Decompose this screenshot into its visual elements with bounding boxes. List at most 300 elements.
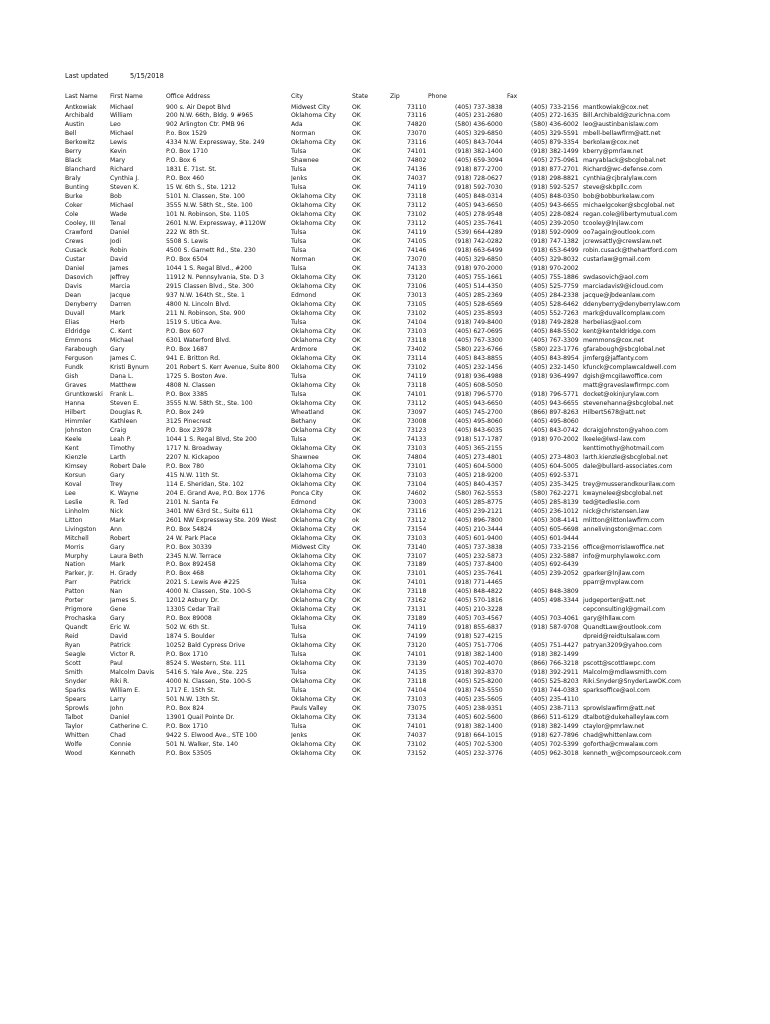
email-cell: steve@skbpllc.com <box>583 184 642 192</box>
zip-cell: 73118 <box>407 678 427 686</box>
last-name-cell: Nation <box>65 561 85 569</box>
state-cell: OK <box>352 238 361 246</box>
first-name-cell: Robert Dale <box>110 462 147 470</box>
email-cell: kenttimothy@hotmail.com <box>583 444 664 452</box>
first-name-cell: Kevin <box>110 148 127 156</box>
state-cell: OK <box>352 121 361 129</box>
phone-cell: (405) 755-1661 <box>455 274 503 282</box>
table-row <box>0 237 770 246</box>
last-name-cell: Himmler <box>65 417 92 425</box>
fax-cell: (918) 392-2911 <box>531 669 579 677</box>
email-cell: ctaylor@pmrlaw.net <box>583 723 645 731</box>
zip-cell: 74119 <box>407 372 427 380</box>
city-cell: Oklahoma City <box>291 606 336 614</box>
phone-cell: (580) 223-6766 <box>455 345 503 353</box>
first-name-cell: Lewis <box>110 139 127 147</box>
last-name-cell: Patton <box>65 588 85 596</box>
office-address-cell: P.O. Box 6 <box>166 157 197 165</box>
table-row <box>0 381 770 390</box>
office-address-cell: 937 N.W. 164th St., Ste. 1 <box>166 292 245 300</box>
state-cell: OK <box>352 292 361 300</box>
state-cell: OK <box>352 714 361 722</box>
state-cell: OK <box>352 489 361 497</box>
first-name-cell: Tenal <box>110 220 126 228</box>
phone-cell: (405) 238-9351 <box>455 705 503 713</box>
last-name-cell: Snyder <box>65 678 87 686</box>
city-cell: Oklahoma City <box>291 363 336 371</box>
city-cell: Tulsa <box>291 265 307 273</box>
last-name-cell: Austin <box>65 121 85 129</box>
phone-cell: (918) 664-1015 <box>455 732 503 740</box>
office-address-cell: 204 E. Grand Ave, P.O. Box 1776 <box>166 489 265 497</box>
table-row <box>0 543 770 552</box>
zip-cell: 74101 <box>407 723 427 731</box>
office-address-cell: 902 Arlington Ctr. PMB 96 <box>166 121 245 129</box>
first-name-cell: David <box>110 633 128 641</box>
first-name-cell: Ann <box>110 525 122 533</box>
city-cell: Oklahoma City <box>291 615 336 623</box>
first-name-cell: Darren <box>110 301 131 309</box>
email-cell: nick@christensen.law <box>583 507 650 515</box>
zip-cell: 74802 <box>407 157 427 165</box>
fax-cell: (405) 285-8139 <box>531 498 579 506</box>
first-name-cell: Leah P. <box>110 435 132 443</box>
state-cell: OK <box>352 435 361 443</box>
phone-cell: (405) 702-5300 <box>455 741 503 749</box>
last-name-cell: Denyberry <box>65 301 98 309</box>
city-cell: Shawnee <box>291 453 319 461</box>
email-cell: stevenehanna@sbcglobal.net <box>583 399 674 407</box>
phone-cell: (405) 702-4070 <box>455 660 503 668</box>
email-cell: tcooley@lnjlaw.com <box>583 220 644 228</box>
last-name-cell: Leslie <box>65 498 83 506</box>
zip-cell: 73105 <box>407 301 427 309</box>
table-row <box>0 309 770 318</box>
table-row <box>0 273 770 282</box>
office-address-cell: 2207 N. Kickapoo <box>166 453 220 461</box>
table-row <box>0 372 770 381</box>
state-cell: OK <box>352 480 361 488</box>
phone-cell: (918) 527-4215 <box>455 633 503 641</box>
state-cell: OK <box>352 687 361 695</box>
city-cell: Oklahoma City <box>291 310 336 318</box>
fax-cell: (405) 528-6462 <box>531 301 579 309</box>
email-cell: QuandtLaw@outlook.com <box>583 624 662 632</box>
phone-cell: (405) 602-5600 <box>455 714 503 722</box>
table-row <box>0 668 770 677</box>
phone-cell: (918) 855-6837 <box>455 624 503 632</box>
first-name-cell: Herb <box>110 319 125 327</box>
fax-cell: (405) 232-5887 <box>531 552 579 560</box>
first-name-cell: James S. <box>110 597 137 605</box>
state-cell: OK <box>352 103 361 111</box>
phone-cell: (405) 232-3776 <box>455 750 503 758</box>
state-cell: Ok <box>352 381 361 389</box>
fax-cell: (918) 877-2701 <box>531 166 579 174</box>
zip-cell: 74136 <box>407 166 427 174</box>
last-name-cell: Coker <box>65 202 83 210</box>
table-row <box>0 453 770 462</box>
city-cell: Oklahoma City <box>291 561 336 569</box>
table-row <box>0 489 770 498</box>
email-cell: gfarabough@sbcglobal.net <box>583 345 666 353</box>
first-name-cell: Dana L. <box>110 372 134 380</box>
table-row <box>0 426 770 435</box>
state-cell: OK <box>352 633 361 641</box>
email-cell: mlitton@littonlawfirm.com <box>583 516 665 524</box>
fax-cell: (918) 970-2002 <box>531 435 579 443</box>
state-cell: OK <box>352 354 361 362</box>
zip-cell: 73112 <box>407 202 427 210</box>
office-address-cell: P.O. Box 1710 <box>166 651 208 659</box>
first-name-cell: Michael <box>110 336 134 344</box>
email-cell: berkolaw@cox.net <box>583 139 640 147</box>
city-cell: Jenks <box>291 732 308 740</box>
fax-cell: (918) 592-5257 <box>531 184 579 192</box>
state-cell: OK <box>352 363 361 371</box>
table-row <box>0 210 770 219</box>
first-name-cell: R. Ted <box>110 498 129 506</box>
state-cell: OK <box>352 372 361 380</box>
last-name-cell: Emmons <box>65 336 92 344</box>
email-cell: Malcolm@mdlawsmith.com <box>583 669 667 677</box>
state-cell: OK <box>352 328 361 335</box>
email-cell: kent@kenteldridge.com <box>583 328 656 335</box>
city-cell: Oklahoma City <box>291 516 336 524</box>
first-name-cell: Larth <box>110 453 126 461</box>
email-cell: custarlaw@gmail.com <box>583 256 651 264</box>
last-name-cell: Scott <box>65 660 81 668</box>
table-row <box>0 650 770 659</box>
phone-cell: (405) 235-7641 <box>455 220 503 228</box>
fax-cell: (405) 767-3309 <box>531 336 579 344</box>
zip-cell: 74119 <box>407 184 427 192</box>
last-name-cell: Crawford <box>65 229 93 237</box>
fax-cell: (866) 511-6129 <box>531 714 579 722</box>
fax-cell: (405) 525-7759 <box>531 283 579 291</box>
city-cell: Tulsa <box>291 669 307 677</box>
last-name-cell: Cole <box>65 211 79 219</box>
table-row <box>0 255 770 264</box>
state-cell: OK <box>352 543 361 551</box>
first-name-cell: Gary <box>110 471 125 479</box>
last-name-cell: Gruntkowski <box>65 390 103 398</box>
last-name-cell: Korsun <box>65 471 86 479</box>
phone-cell: (405) 232-5873 <box>455 552 503 560</box>
zip-cell: 73097 <box>407 408 427 416</box>
email-cell: docket@okinjurylaw.com <box>583 390 659 398</box>
zip-cell: 73103 <box>407 696 427 704</box>
table-row <box>0 291 770 300</box>
email-cell: lkeele@lwsl-law.com <box>583 435 646 443</box>
office-address-cell: P.O. Box 824 <box>166 705 204 713</box>
table-row <box>0 731 770 740</box>
table-row <box>0 569 770 578</box>
office-address-cell: 15 W. 6th S., Ste. 1212 <box>166 184 237 192</box>
fax-cell: (405) 525-8203 <box>531 678 579 686</box>
office-address-cell: P.O. Box 249 <box>166 408 204 416</box>
fax-cell: (405) 843-8954 <box>531 354 579 362</box>
last-name-cell: Prochaska <box>65 615 96 623</box>
zip-cell: 73116 <box>407 139 427 147</box>
state-cell: OK <box>352 139 361 147</box>
state-cell: OK <box>352 750 361 758</box>
email-cell: matt@graveslawfirmpc.com <box>583 381 669 389</box>
city-cell: Oklahoma City <box>291 112 336 120</box>
office-address-cell: 941 E. Britton Rd. <box>166 354 221 362</box>
city-cell: Oklahoma City <box>291 525 336 533</box>
first-name-cell: Jeffrey <box>110 274 130 282</box>
state-cell: OK <box>352 148 361 156</box>
email-cell: pscott@scottlawpc.com <box>583 660 656 668</box>
table-row <box>0 192 770 201</box>
zip-cell: 74119 <box>407 229 427 237</box>
last-name-cell: Koval <box>65 480 82 488</box>
table-row <box>0 354 770 363</box>
zip-cell: 74133 <box>407 435 427 443</box>
city-cell: Wheatland <box>291 408 324 416</box>
state-cell: OK <box>352 498 361 506</box>
city-cell: Tulsa <box>291 390 307 398</box>
phone-cell: (405) 273-4801 <box>455 453 503 461</box>
zip-cell: 73104 <box>407 480 427 488</box>
zip-cell: 74804 <box>407 453 427 461</box>
table-row <box>0 498 770 507</box>
fax-cell: (918) 587-9708 <box>531 624 579 632</box>
first-name-cell: Kristi Bynum <box>110 363 149 371</box>
state-cell: OK <box>352 669 361 677</box>
fax-cell: (405) 284-2338 <box>531 292 579 300</box>
zip-cell: 74199 <box>407 633 427 641</box>
office-address-cell: 24 W. Park Place <box>166 534 217 542</box>
state-cell: OK <box>352 274 361 282</box>
fax-cell: (580) 762-2271 <box>531 489 579 497</box>
office-address-cell: 2601 NW Expressway Ste. 209 West <box>166 516 277 524</box>
city-cell: Oklahoma City <box>291 426 336 434</box>
email-cell: Riki.Snyder@SnyderLawOK.com <box>583 678 681 686</box>
state-cell: ok <box>352 516 360 524</box>
fax-cell: (918) 749-2828 <box>531 319 579 327</box>
city-cell: Edmond <box>291 498 317 506</box>
office-address-cell: 2345 N.W. Terrace <box>166 552 222 560</box>
phone-cell: (918) 392-8370 <box>455 669 503 677</box>
office-address-cell: 3555 N.W. 58th St., Ste. 100 <box>166 399 253 407</box>
city-cell: Oklahoma City <box>291 328 336 335</box>
zip-cell: 73101 <box>407 570 427 578</box>
fax-cell: (405) 943-6655 <box>531 399 579 407</box>
city-cell: Oklahoma City <box>291 444 336 452</box>
table-row <box>0 435 770 444</box>
zip-cell: 73131 <box>407 606 427 614</box>
fax-cell: (405) 273-4803 <box>531 453 579 461</box>
state-cell: OK <box>352 256 361 264</box>
first-name-cell: Richard <box>110 166 134 174</box>
state-cell: OK <box>352 202 361 210</box>
state-cell: OK <box>352 157 361 165</box>
first-name-cell: Robin <box>110 247 128 255</box>
zip-cell: 74602 <box>407 489 427 497</box>
table-row <box>0 399 770 408</box>
state-cell: OK <box>352 301 361 309</box>
office-address-cell: 1717 N. Broadway <box>166 444 223 452</box>
fax-cell: (405) 604-5005 <box>531 462 579 470</box>
first-name-cell: Chad <box>110 732 126 740</box>
phone-cell: (918) 749-8400 <box>455 319 503 327</box>
state-cell: OK <box>352 166 361 174</box>
state-cell: OK <box>352 615 361 623</box>
city-cell: Oklahoma City <box>291 678 336 686</box>
first-name-cell: Riki R. <box>110 678 130 686</box>
first-name-cell: Jodi <box>110 238 122 246</box>
fax-cell: (918) 382-1499 <box>531 651 579 659</box>
state-cell: OK <box>352 336 361 344</box>
city-cell: Oklahoma City <box>291 399 336 407</box>
phone-cell: (405) 285-2369 <box>455 292 503 300</box>
email-cell: Hilbert5678@att.net <box>583 408 646 416</box>
first-name-cell: Jacque <box>110 292 131 300</box>
office-address-cell: 4808 N. Classen <box>166 381 216 389</box>
zip-cell: 73116 <box>407 112 427 120</box>
table-row <box>0 165 770 174</box>
email-cell: maryablack@sbcglobal.net <box>583 157 666 165</box>
zip-cell: 73070 <box>407 130 427 138</box>
table-row <box>0 363 770 372</box>
zip-cell: 73189 <box>407 615 427 623</box>
first-name-cell: Marcia <box>110 283 131 291</box>
first-name-cell: John <box>110 705 124 713</box>
first-name-cell: William <box>110 112 133 120</box>
phone-cell: (405) 239-2121 <box>455 507 503 515</box>
office-address-cell: P.O. Box 1710 <box>166 723 208 731</box>
fax-cell: (405) 495-8060 <box>531 417 579 425</box>
table-row <box>0 623 770 632</box>
email-cell: cepconsultingl@gmail.com <box>583 606 666 614</box>
phone-cell: (918) 517-1787 <box>455 435 503 443</box>
office-address-cell: 101 N. Robinson, Ste. 1105 <box>166 211 250 219</box>
state-cell: OK <box>352 471 361 479</box>
phone-cell: (405) 285-8775 <box>455 498 503 506</box>
fax-cell: (918) 382-1499 <box>531 148 579 156</box>
city-cell: Oklahoma City <box>291 750 336 758</box>
zip-cell: 73103 <box>407 534 427 542</box>
table-row <box>0 183 770 192</box>
city-cell: Oklahoma City <box>291 534 336 542</box>
city-cell: Norman <box>291 130 316 138</box>
city-cell: Oklahoma City <box>291 211 336 219</box>
fax-cell: (405) 329-5591 <box>531 130 579 138</box>
table-row <box>0 462 770 471</box>
last-name-cell: Lee <box>65 489 76 497</box>
state-cell: OK <box>352 525 361 533</box>
last-name-cell: Custar <box>65 256 85 264</box>
last-updated-label: Last updated <box>65 72 109 80</box>
table-row <box>0 596 770 605</box>
phone-cell: (405) 848-4822 <box>455 588 503 596</box>
email-cell: oo7again@outlook.com <box>583 229 655 237</box>
city-cell: Oklahoma City <box>291 202 336 210</box>
first-name-cell: Larry <box>110 696 126 704</box>
first-name-cell: Connie <box>110 741 132 749</box>
last-name-cell: Wood <box>65 750 82 758</box>
office-address-cell: P.O. Box 53505 <box>166 750 212 758</box>
phone-cell: (405) 848-0314 <box>455 193 503 201</box>
first-name-cell: Gary <box>110 543 125 551</box>
last-name-cell: Dasovich <box>65 274 93 282</box>
email-cell: trey@musserandkourilaw.com <box>583 480 675 488</box>
office-address-cell: P.O. Box 23978 <box>166 426 212 434</box>
last-name-cell: Spears <box>65 696 86 704</box>
fax-cell: (580) 223-1776 <box>531 345 579 353</box>
email-cell: office@morrislawoffice.net <box>583 543 665 551</box>
column-header-zip: Zip <box>390 93 400 100</box>
state-cell: OK <box>352 579 361 587</box>
last-name-cell: Taylor <box>65 723 83 731</box>
phone-cell: (405) 840-4357 <box>455 480 503 488</box>
phone-cell: (918) 970-2000 <box>455 265 503 273</box>
zip-cell: 73075 <box>407 705 427 713</box>
office-address-cell: 8524 S. Western, Ste. 111 <box>166 660 246 668</box>
table-row <box>0 480 770 489</box>
zip-cell: 73120 <box>407 274 427 282</box>
email-cell: herbelias@aol.com <box>583 319 642 327</box>
fax-cell: (405) 848-5502 <box>531 328 579 335</box>
office-address-cell: 9422 S. Elwood Ave., STE 100 <box>166 732 257 740</box>
office-address-cell: P.O. Box 460 <box>166 175 204 183</box>
email-cell: jacque@jbdeanlaw.com <box>583 292 655 300</box>
first-name-cell: Matthew <box>110 381 137 389</box>
email-cell: bob@bobburkelaw.com <box>583 193 655 201</box>
city-cell: Midwest City <box>291 103 330 111</box>
email-cell: pparr@mvplaw.com <box>583 579 644 587</box>
fax-cell: (918) 653-6499 <box>531 247 579 255</box>
state-cell: OK <box>352 399 361 407</box>
fax-cell: (918) 627-7896 <box>531 732 579 740</box>
zip-cell: 73102 <box>407 211 427 219</box>
city-cell: Bethany <box>291 417 317 425</box>
fax-cell: (918) 796-5771 <box>531 390 579 398</box>
last-name-cell: Braly <box>65 175 81 183</box>
zip-cell: 73118 <box>407 193 427 201</box>
office-address-cell: 4800 N. Lincoln Blvd. <box>166 301 231 309</box>
phone-cell: (405) 737-3838 <box>455 103 503 111</box>
zip-cell: 73120 <box>407 642 427 650</box>
fax-cell: (405) 702-5399 <box>531 741 579 749</box>
state-cell: OK <box>352 175 361 183</box>
office-address-cell: 5508 S. Lewis <box>166 238 209 246</box>
first-name-cell: Douglas R. <box>110 408 143 416</box>
last-name-cell: Black <box>65 157 82 165</box>
first-name-cell: Michael <box>110 103 134 111</box>
first-name-cell: James C. <box>110 354 137 362</box>
city-cell: Tulsa <box>291 238 307 246</box>
email-cell: dpreid@reidtulsalaw.com <box>583 633 660 641</box>
email-cell: ted@tedleslie.com <box>583 498 640 506</box>
table-row <box>0 111 770 120</box>
city-cell: Oklahoma City <box>291 381 336 389</box>
phone-cell: (405) 843-6035 <box>455 426 503 434</box>
zip-cell: 73008 <box>407 417 427 425</box>
zip-cell: 73102 <box>407 363 427 371</box>
state-cell: OK <box>352 606 361 614</box>
column-header-state: State <box>352 93 369 100</box>
zip-cell: 74101 <box>407 651 427 659</box>
zip-cell: 74133 <box>407 265 427 273</box>
email-cell: gparker@lnjlaw.com <box>583 570 645 578</box>
state-cell: OK <box>352 220 361 228</box>
zip-cell: 74037 <box>407 175 427 183</box>
first-name-cell: Daniel <box>110 714 130 722</box>
fax-cell: (405) 843-0742 <box>531 426 579 434</box>
